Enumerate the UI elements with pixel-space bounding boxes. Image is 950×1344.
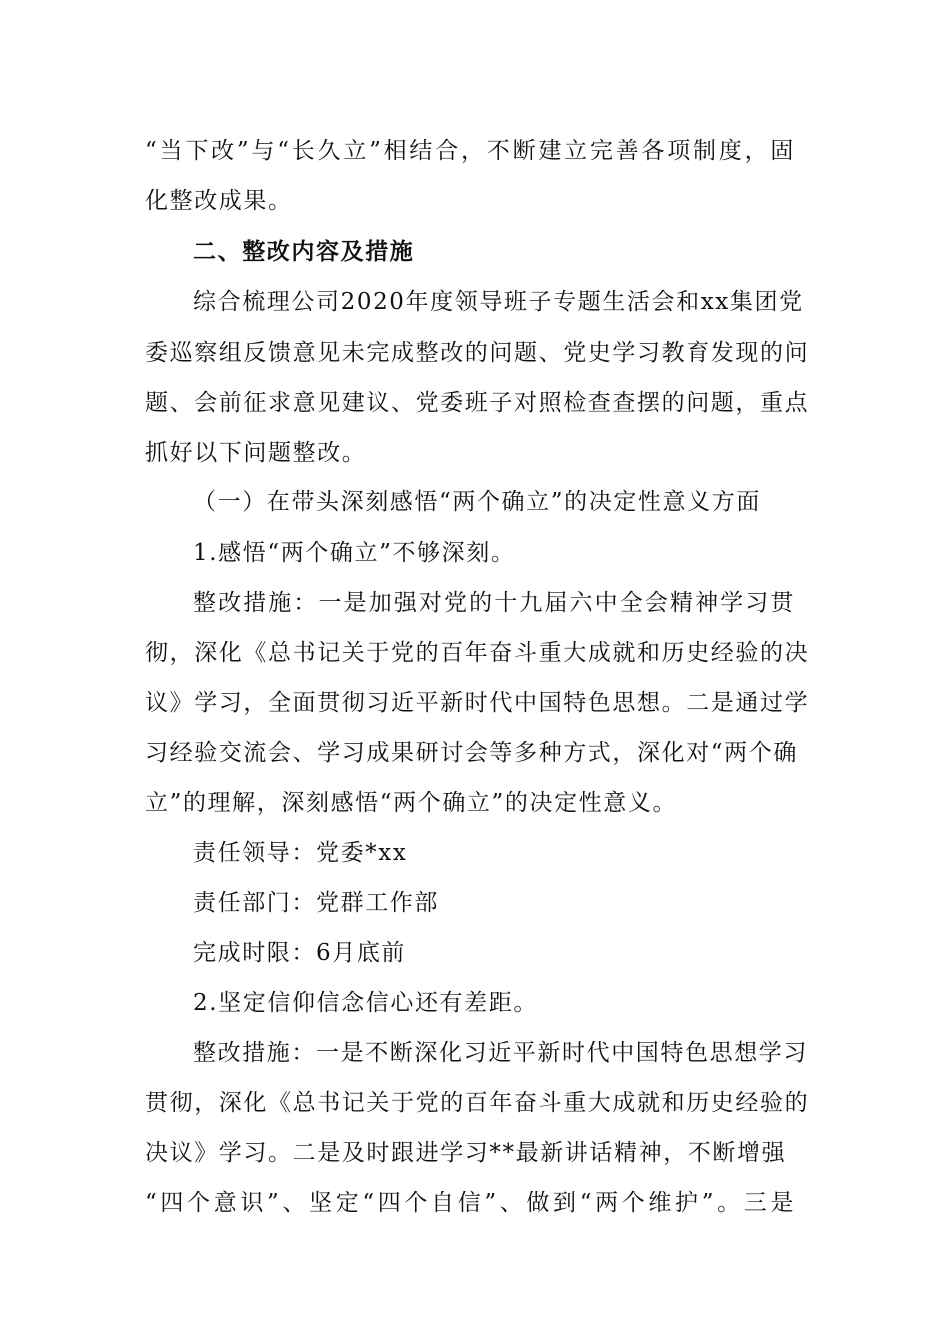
text-line: 抓好以下问题整改。 <box>145 440 367 466</box>
text-line: 决议》学习。二是及时跟进学习**最新讲话精神，不断增强 <box>145 1140 787 1166</box>
text-line: 整改措施：一是加强对党的十九届六中全会精神学习贯 <box>193 590 795 616</box>
text-line: “四个意识”、坚定“四个自信”、做到“两个维护”。三是 <box>145 1190 795 1216</box>
responsible-leader: 责任领导：党委*xx <box>193 840 408 866</box>
text-line: 贯彻，深化《总书记关于党的百年奋斗重大成就和历史经验的 <box>145 1090 810 1116</box>
completion-deadline: 完成时限：6月底前 <box>193 940 407 966</box>
text-line: 习经验交流会、学习成果研讨会等多种方式，深化对“两个确 <box>145 740 798 766</box>
item-title: 2.坚定信仰信念信心还有差距。 <box>193 990 538 1016</box>
responsible-department: 责任部门：党群工作部 <box>193 890 439 916</box>
text-line: 题、会前征求意见建议、党委班子对照检查查摆的问题，重点 <box>145 390 810 416</box>
item-title: 1.感悟“两个确立”不够深刻。 <box>193 540 516 566</box>
text-line: 立”的理解，深刻感悟“两个确立”的决定性意义。 <box>145 790 678 816</box>
text-line: 化整改成果。 <box>145 188 293 214</box>
text-line: 综合梳理公司2020年度领导班子专题生活会和xx集团党 <box>193 289 804 315</box>
text-line: 整改措施：一是不断深化习近平新时代中国特色思想学习 <box>193 1040 808 1066</box>
text-line: 委巡察组反馈意见未完成整改的问题、党史学习教育发现的问 <box>145 340 810 366</box>
text-line: 议》学习，全面贯彻习近平新时代中国特色思想。二是通过学 <box>145 690 810 716</box>
text-line: 彻，深化《总书记关于党的百年奋斗重大成就和历史经验的决 <box>145 640 810 666</box>
text-line: “当下改”与“长久立”相结合，不断建立完善各项制度，固 <box>145 138 795 164</box>
subsection-heading: （一）在带头深刻感悟“两个确立”的决定性意义方面 <box>193 489 761 515</box>
section-heading: 二、整改内容及措施 <box>193 239 415 265</box>
